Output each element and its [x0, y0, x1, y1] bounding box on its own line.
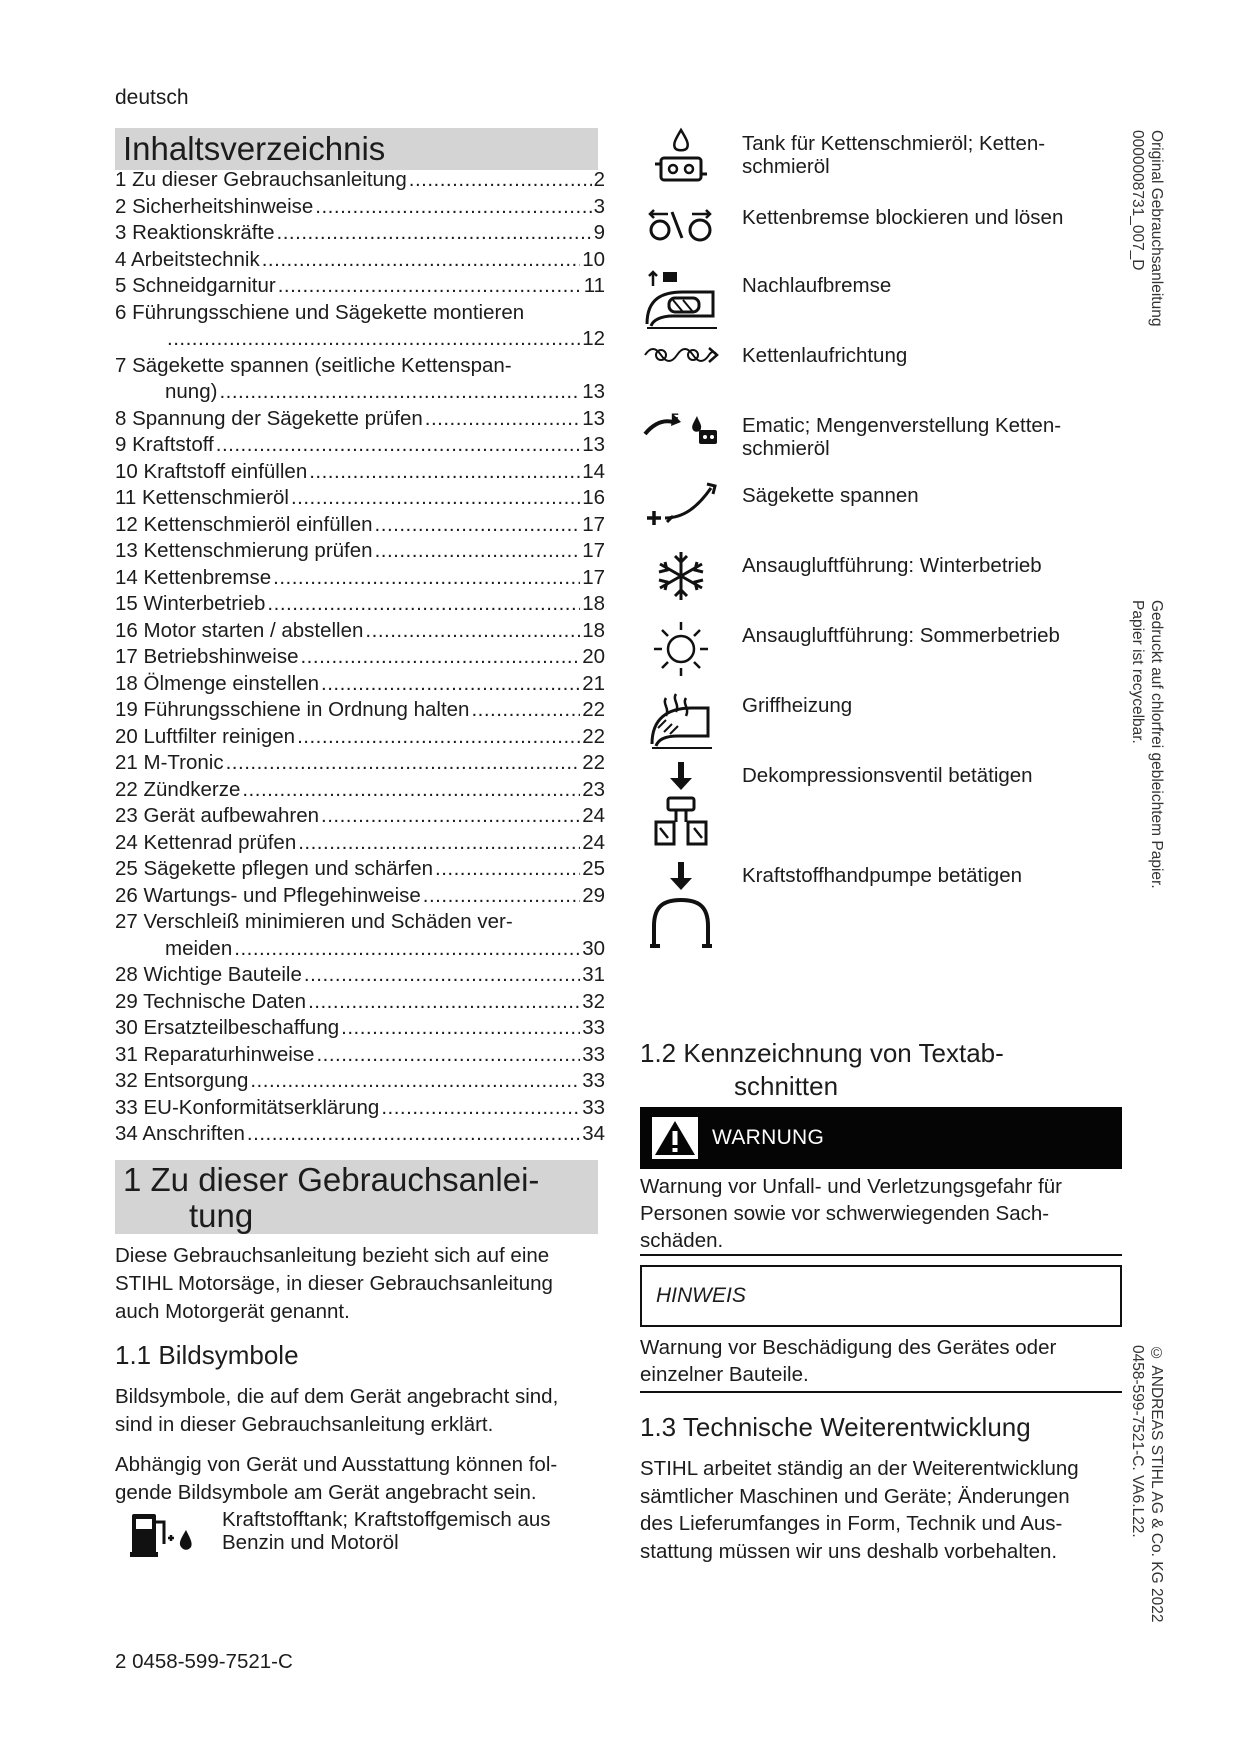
- warning-text: [640, 1173, 1130, 1254]
- section-1-2-title: [640, 1037, 1004, 1103]
- toc-entry[interactable]: [115, 407, 605, 434]
- toc-entry-title: 22 Zündkerze: [115, 777, 241, 801]
- toc-leader-dots: [262, 248, 580, 272]
- toc-entry-title: 25 Sägekette pflegen und schärfen: [115, 857, 433, 880]
- toc-entry[interactable]: [115, 619, 605, 646]
- toc-entry[interactable]: [115, 539, 605, 566]
- language-label: deutsch: [115, 86, 189, 109]
- toc-entry-page: 14: [582, 459, 605, 483]
- oil-tank-icon: [640, 126, 722, 192]
- para-line: Personen sowie vor schwerwiegenden Sach-: [640, 1202, 1050, 1225]
- toc-entry-title: 15 Winterbetrieb: [115, 592, 266, 615]
- symbol-label: [742, 624, 1060, 680]
- label-line: Kettenlaufrichtung: [742, 344, 908, 367]
- toc-leader-dots: [321, 672, 580, 696]
- para-line: sind in dieser Gebrauchsanleitung erklärt.: [115, 1413, 494, 1436]
- run-on-brake-icon: [640, 268, 722, 330]
- toc-entry-title: 2 Sicherheitshinweise: [115, 194, 314, 218]
- toc-entry-title: 23 Gerät aufbewahren: [115, 804, 319, 827]
- toc-entry-page: 22: [582, 698, 605, 721]
- page-footer: 2 0458-599-7521-C: [115, 1650, 293, 1673]
- section-1-3-title: 1.3 Technische Weiterentwicklung: [640, 1412, 1031, 1442]
- toc-leader-dots: [409, 168, 592, 192]
- toc-entry[interactable]: [115, 566, 605, 593]
- margin-line: Gedruckt auf chlorfrei gebleichtem Papier.: [1148, 600, 1165, 889]
- toc-entry-title: 28 Wichtige Bauteile: [115, 963, 302, 986]
- toc-entry-page: 18: [582, 618, 605, 642]
- toc-entry[interactable]: [115, 380, 605, 407]
- symbol-label: [742, 414, 1061, 460]
- margin-copyright: [1128, 1345, 1166, 1645]
- toc-entry-title: meiden: [165, 936, 233, 960]
- toc-leader-dots: [300, 645, 580, 669]
- fuel-symbol-row: [120, 1508, 551, 1568]
- toc-entry-title: 19 Führungsschiene in Ordnung halten: [115, 698, 470, 721]
- toc-entry[interactable]: [115, 698, 605, 725]
- toc-entry-title: 34 Anschriften: [115, 1122, 245, 1145]
- toc-entry-title: 31 Reparaturhinweise: [115, 1042, 315, 1066]
- toc-leader-dots: [216, 433, 580, 457]
- decompression-valve-icon: [640, 758, 722, 852]
- hint-divider: [640, 1391, 1122, 1393]
- symbol-row: [640, 758, 1033, 852]
- label-line: Nachlaufbremse: [742, 274, 892, 297]
- toc-entry-title: 3 Reaktionskräfte: [115, 221, 275, 244]
- toc-entry[interactable]: [115, 1122, 605, 1149]
- margin-line: Original Gebrauchsanleitung: [1148, 130, 1165, 327]
- toc-entry[interactable]: [115, 486, 605, 513]
- toc-leader-dots: [242, 778, 580, 802]
- para-line: schäden.: [640, 1229, 724, 1252]
- symbol-label: [742, 484, 919, 536]
- toc-entry-title: 13 Kettenschmierung prüfen: [115, 539, 373, 562]
- section-1-heading: [115, 1160, 598, 1234]
- label-line: Dekompressionsventil betätigen: [742, 764, 1033, 787]
- toc-entry-page: 13: [582, 433, 605, 456]
- toc-entry-page: 33: [582, 1069, 605, 1092]
- toc-entry-title: 12 Kettenschmieröl einfüllen: [115, 512, 373, 536]
- symbol-row: [640, 688, 852, 750]
- para-line: des Lieferumfanges in Form, Technik und Aus-: [640, 1512, 1063, 1535]
- toc-entry-page: 33: [582, 1016, 605, 1039]
- para-line: Warnung vor Unfall- und Verletzungsgefahr für: [640, 1175, 1062, 1198]
- label-line: Ansaugluftführung: Winterbetrieb: [742, 554, 1042, 577]
- toc-entry[interactable]: [115, 990, 605, 1017]
- section-1-1-para1: [115, 1383, 625, 1439]
- toc-entry-page: 25: [582, 857, 605, 880]
- para-line: gende Bildsymbole am Gerät angebracht sein.: [115, 1481, 537, 1504]
- toc-entry-title: nung): [165, 380, 218, 403]
- sun-icon: [640, 618, 722, 680]
- toc-entry[interactable]: [115, 460, 605, 487]
- warning-box: [640, 1107, 1122, 1169]
- toc-entry-title: 24 Kettenrad prüfen: [115, 830, 297, 854]
- toc-entry-page: 33: [582, 1042, 605, 1066]
- label-line: schmieröl: [742, 155, 830, 178]
- label-line: Ematic; Mengenverstellung Ketten-: [742, 414, 1062, 437]
- toc-entry[interactable]: [115, 884, 605, 911]
- symbol-row: [640, 268, 891, 330]
- toc-entry-page: 32: [582, 989, 605, 1013]
- symbol-label: [742, 274, 891, 330]
- symbol-label: [742, 554, 1042, 608]
- section-1-3-text: [640, 1455, 1140, 1565]
- fuel-tank-icon: [120, 1508, 222, 1568]
- section-1-title-line2: tung: [189, 1197, 254, 1234]
- margin-original-note: [1128, 130, 1166, 390]
- symbol-row: [640, 200, 1063, 256]
- toc-entry[interactable]: [115, 778, 605, 805]
- margin-line: Papier ist recycelbar.: [1129, 600, 1146, 744]
- ematic-icon: [640, 408, 722, 458]
- toc-leader-dots: [234, 937, 580, 961]
- toc-entry-page: 24: [582, 830, 605, 854]
- toc-entry-title: 14 Kettenbremse: [115, 565, 272, 589]
- toc-entry-title: 21 M-Tronic: [115, 751, 224, 774]
- toc-entry-title: 11 Kettenschmieröl: [115, 486, 289, 509]
- toc-entry[interactable]: [115, 221, 605, 248]
- toc-entry-page: 30: [582, 936, 605, 960]
- label-line: Kettenbremse blockieren und lösen: [742, 206, 1064, 229]
- handle-heating-icon: [640, 688, 722, 750]
- toc-leader-dots: [250, 1069, 580, 1093]
- symbol-row: [640, 548, 1042, 608]
- symbol-label: [742, 694, 852, 750]
- toc-entry-page: 22: [582, 751, 605, 774]
- section-1-1-title: 1.1 Bildsymbole: [115, 1340, 299, 1370]
- toc-entry-title: 20 Luftfilter reinigen: [115, 724, 296, 748]
- title-line: schnitten: [734, 1071, 839, 1101]
- symbol-row: [640, 338, 907, 388]
- toc-leader-dots: [298, 831, 580, 855]
- toc-leader-dots: [309, 460, 580, 484]
- toc-entry-page: 10: [582, 247, 605, 271]
- toc-leader-dots: [381, 1096, 580, 1120]
- warning-label: WARNUNG: [712, 1126, 825, 1149]
- section-1-1-para2: [115, 1451, 625, 1507]
- toc-entry[interactable]: [115, 592, 605, 619]
- symbol-label: [742, 344, 907, 388]
- toc-entry-page: 21: [582, 671, 605, 695]
- toc-entry[interactable]: [115, 751, 605, 778]
- toc-entry[interactable]: [115, 672, 605, 699]
- toc-entry[interactable]: [115, 857, 605, 884]
- toc-leader-dots: [273, 566, 580, 590]
- toc-entry-page: 34: [582, 1122, 605, 1145]
- toc-entry[interactable]: [115, 433, 605, 460]
- toc-leader-dots: [308, 990, 580, 1014]
- toc-leader-dots: [278, 274, 582, 298]
- toc-leader-dots: [267, 592, 580, 616]
- symbol-label: [742, 764, 1033, 852]
- toc-leader-dots: [304, 963, 580, 987]
- toc-entry[interactable]: [115, 168, 605, 195]
- intro-line: STIHL Motorsäge, in dieser Gebrauchsanleitung: [115, 1272, 553, 1295]
- toc-entry-page: 3: [593, 194, 605, 218]
- warning-divider: [640, 1254, 1122, 1256]
- toc-entry-page: 17: [582, 565, 605, 589]
- toc-leader-dots: [365, 619, 580, 643]
- symbol-row: [640, 478, 919, 536]
- toc-entry[interactable]: [115, 937, 605, 964]
- toc-leader-dots: [291, 486, 580, 510]
- toc-entry[interactable]: [115, 725, 605, 752]
- toc-leader-dots: [297, 725, 580, 749]
- toc-entry[interactable]: [115, 910, 605, 937]
- label-line: Kraftstofftank; Kraftstoffgemisch aus: [222, 1508, 551, 1531]
- toc-entry[interactable]: [115, 513, 605, 540]
- para-line: sämtlicher Maschinen und Geräte; Änderungen: [640, 1484, 1070, 1508]
- toc-entry-title: 4 Arbeitstechnik: [115, 247, 260, 271]
- warning-icon: [652, 1117, 698, 1159]
- toc-entry-title: 30 Ersatzteilbeschaffung: [115, 1016, 340, 1039]
- hint-label: HINWEIS: [656, 1284, 746, 1307]
- toc-entry-page: 2: [593, 168, 605, 191]
- intro-line: Diese Gebrauchsanleitung bezieht sich auf eine: [115, 1244, 550, 1267]
- toc-leader-dots: [167, 327, 580, 351]
- para-line: Bildsymbole, die auf dem Gerät angebracht sind,: [115, 1385, 559, 1408]
- toc-leader-dots: [423, 884, 580, 908]
- symbol-row: [640, 858, 1022, 952]
- toc-entry-title: 29 Technische Daten: [115, 989, 307, 1013]
- toc-entry-page: 23: [582, 777, 605, 801]
- toc-entry[interactable]: [115, 1069, 605, 1096]
- label-line: Tank für Kettenschmieröl; Ketten-: [742, 132, 1046, 155]
- snowflake-icon: [640, 548, 722, 608]
- toc-entry[interactable]: [115, 645, 605, 672]
- toc-entry-title: 7 Sägekette spannen (seitliche Kettenspan-: [115, 353, 512, 377]
- toc-entry[interactable]: [115, 963, 605, 990]
- chain-direction-icon: [640, 338, 722, 388]
- toc-entry-title: 8 Spannung der Sägekette prüfen: [115, 406, 423, 430]
- margin-line: 0000008731_007_D: [1129, 130, 1146, 271]
- toc-entry-title: 5 Schneidgarnitur: [115, 274, 276, 297]
- label-line: Griffheizung: [742, 694, 853, 717]
- toc-leader-dots: [375, 539, 581, 563]
- section-1-title-line1: 1 Zu dieser Gebrauchsanlei-: [123, 1161, 540, 1198]
- toc-leader-dots: [435, 857, 580, 881]
- toc-leader-dots: [219, 380, 580, 404]
- toc-entry-page: 11: [583, 274, 605, 297]
- toc-leader-dots: [375, 513, 581, 537]
- toc-entry-page: 17: [582, 539, 605, 562]
- para-line: STIHL arbeitet ständig an der Weiterentwicklung: [640, 1457, 1079, 1480]
- toc-entry-title: 32 Entsorgung: [115, 1069, 249, 1092]
- symbol-row: [640, 126, 1045, 192]
- toc-entry-title: 26 Wartungs- und Pflegehinweise: [115, 883, 421, 907]
- toc-entry[interactable]: [115, 1096, 605, 1123]
- toc-entry-title: 33 EU-Konformitätserklärung: [115, 1095, 380, 1119]
- toc-entry-title: 6 Führungsschiene und Sägekette montieren: [115, 300, 525, 324]
- toc-leader-dots: [226, 751, 581, 775]
- label-line: schmieröl: [742, 437, 830, 460]
- toc-title: Inhaltsverzeichnis: [115, 128, 598, 170]
- toc-leader-dots: [341, 1016, 580, 1040]
- label-line: Ansaugluftführung: Sommerbetrieb: [742, 624, 1060, 647]
- toc-entry-page: 33: [582, 1095, 605, 1119]
- toc-entry[interactable]: [115, 274, 605, 301]
- toc-entry-title: 18 Ölmenge einstellen: [115, 671, 319, 695]
- margin-line: 0458-599-7521-C. VA6.L22.: [1129, 1345, 1146, 1538]
- symbol-row: [640, 618, 1060, 680]
- toc-entry[interactable]: [115, 327, 605, 354]
- toc-entry[interactable]: [115, 1016, 605, 1043]
- label-line: Sägekette spannen: [742, 484, 919, 507]
- chain-tension-icon: [640, 478, 722, 536]
- toc-entry-page: 13: [582, 406, 605, 430]
- toc-leader-dots: [321, 804, 580, 828]
- para-line: stattung müssen wir uns deshalb vorbehalten.: [640, 1539, 1058, 1563]
- section-1-intro: [115, 1242, 615, 1326]
- label-line: Benzin und Motoröl: [222, 1531, 399, 1554]
- svg-text:E: E: [671, 411, 680, 425]
- symbol-label: [742, 206, 1063, 256]
- fuel-pump-icon: [640, 858, 722, 952]
- toc-entry-title: 9 Kraftstoff: [115, 433, 214, 456]
- toc-entry-page: 13: [582, 380, 605, 403]
- toc-leader-dots: [316, 1043, 580, 1067]
- para-line: einzelner Bauteile.: [640, 1363, 809, 1386]
- toc-entry-page: 16: [582, 486, 605, 509]
- toc-entry-title: 27 Verschleiß minimieren und Schäden ver-: [115, 910, 513, 933]
- toc-entry[interactable]: [115, 831, 605, 858]
- toc-entry-title: 10 Kraftstoff einfüllen: [115, 459, 308, 483]
- margin-paper-note: [1128, 600, 1166, 920]
- hint-text: [640, 1334, 1130, 1388]
- title-line: 1.2 Kennzeichnung von Textab-: [640, 1038, 1004, 1068]
- intro-line: auch Motorgerät genannt.: [115, 1300, 350, 1323]
- toc-entry-page: 20: [582, 645, 605, 668]
- toc-entry-title: 16 Motor starten / abstellen: [115, 618, 364, 642]
- toc-entry-page: 22: [582, 724, 605, 748]
- toc-entry-page: 31: [582, 963, 605, 986]
- symbol-row: [640, 408, 1061, 460]
- toc-entry-page: 9: [593, 221, 605, 244]
- toc-entry[interactable]: [115, 354, 605, 381]
- toc-leader-dots: [425, 407, 580, 431]
- toc-entry[interactable]: [115, 195, 605, 222]
- para-line: Warnung vor Beschädigung des Gerätes oder: [640, 1336, 1057, 1359]
- hint-box: [640, 1265, 1122, 1327]
- symbol-label: [742, 132, 1045, 192]
- toc-entry-title: 17 Betriebshinweise: [115, 645, 299, 668]
- label-line: Kraftstoffhandpumpe betätigen: [742, 864, 1022, 887]
- symbol-label: [742, 864, 1022, 952]
- chain-brake-icon: [640, 200, 722, 256]
- toc-entry[interactable]: [115, 804, 605, 831]
- toc-entry-page: 12: [582, 327, 605, 350]
- toc-entry-title: 1 Zu dieser Gebrauchsanleitung: [115, 168, 407, 191]
- table-of-contents: [115, 168, 605, 1149]
- toc-leader-dots: [315, 195, 591, 219]
- para-line: Abhängig von Gerät und Ausstattung können fol-: [115, 1453, 558, 1476]
- toc-entry-page: 29: [582, 883, 605, 907]
- toc-entry[interactable]: [115, 1043, 605, 1070]
- toc-leader-dots: [471, 698, 580, 722]
- toc-entry-page: 24: [582, 804, 605, 827]
- margin-line: © ANDREAS STIHL AG & Co. KG 2022: [1148, 1345, 1165, 1623]
- fuel-symbol-label: [222, 1508, 551, 1568]
- toc-entry[interactable]: [115, 248, 605, 275]
- toc-leader-dots: [247, 1122, 580, 1146]
- toc-entry[interactable]: [115, 301, 605, 328]
- toc-entry-page: 17: [582, 512, 605, 536]
- toc-leader-dots: [277, 221, 592, 245]
- toc-entry-page: 18: [582, 592, 605, 615]
